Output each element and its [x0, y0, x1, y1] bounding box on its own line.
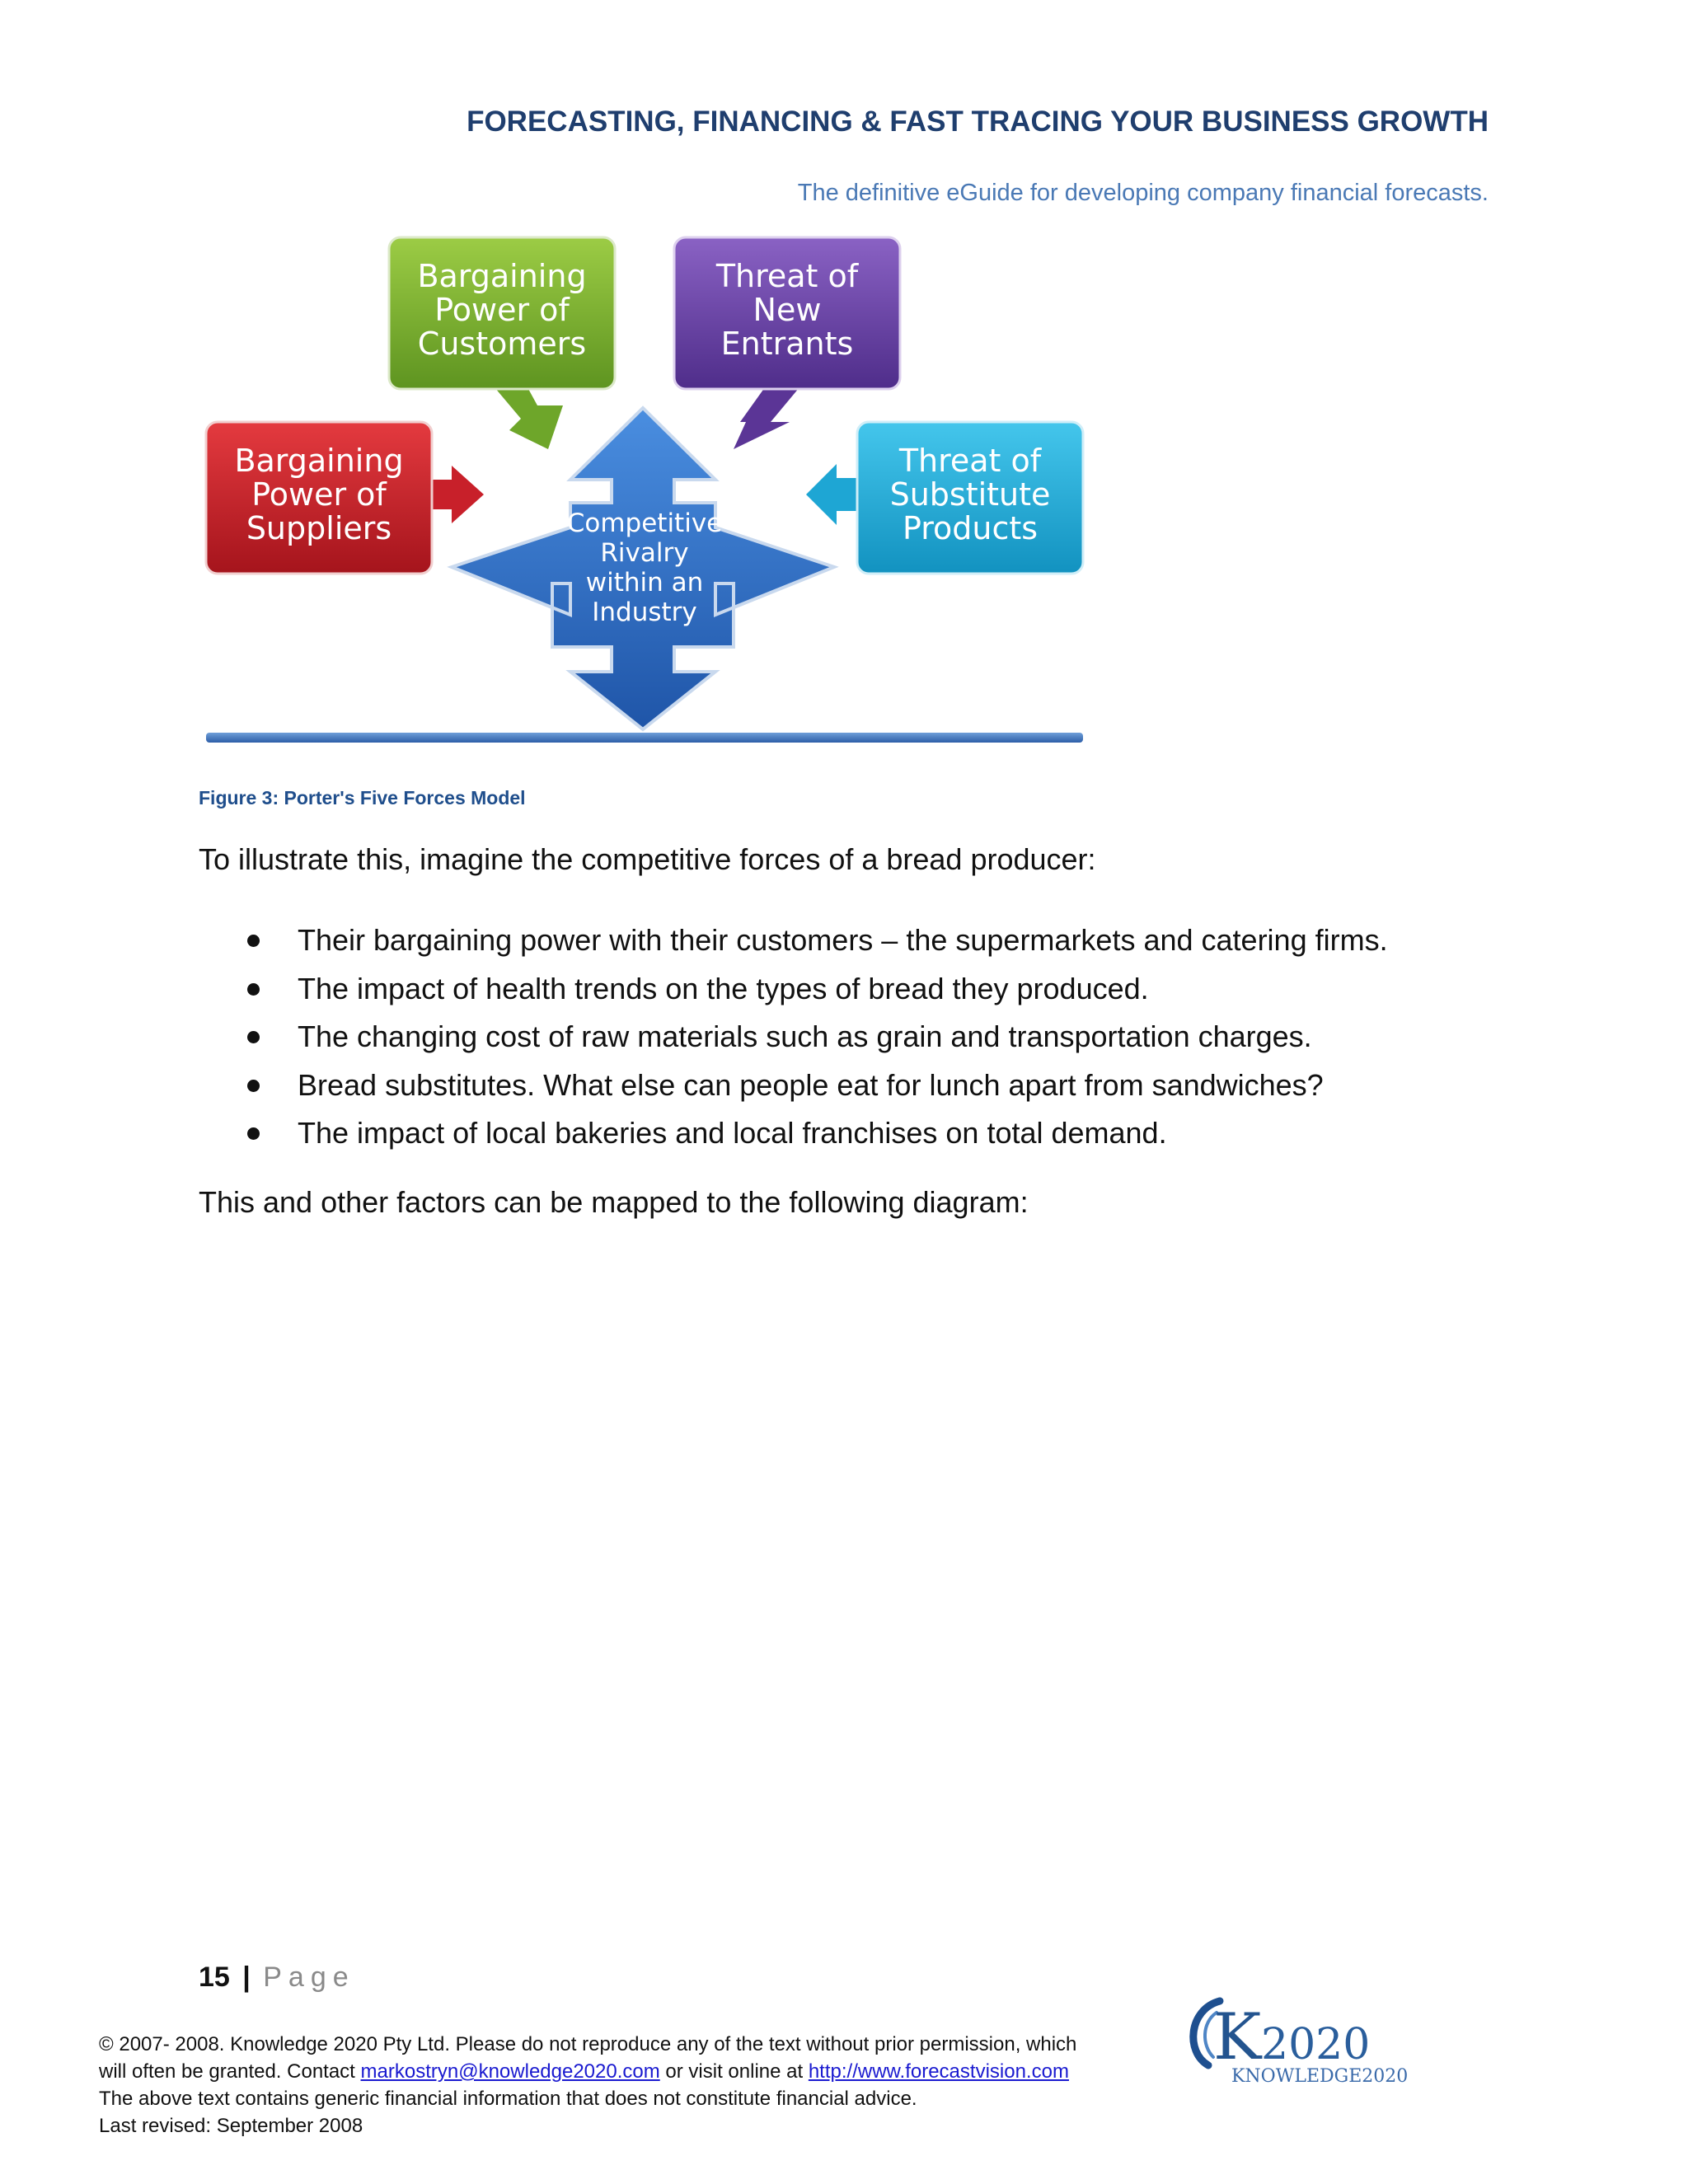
footer-contact-text: will often be granted. Contact [99, 2060, 361, 2083]
list-item [199, 916, 1388, 965]
list-item [199, 1062, 1388, 1110]
substitutes-label-1: Threat of [898, 443, 1042, 479]
bullet-icon [247, 1080, 260, 1092]
bullet-list [199, 916, 1388, 1158]
outro-paragraph: This and other factors can be mapped to the following diagram: [199, 1185, 1029, 1219]
rivalry-label-4: Industry [592, 598, 697, 627]
list-item-text: Their bargaining power with their customers – the supermarkets and catering firms. [298, 923, 1388, 957]
email-link[interactable]: markostryn@knowledge2020.com [360, 2060, 660, 2083]
entrants-arrow [734, 387, 799, 449]
page-number [199, 1961, 355, 1994]
suppliers-label-1: Bargaining [234, 443, 404, 479]
logo-name: KNOWLEDGE2020 [1231, 2066, 1409, 2087]
list-item [199, 965, 1388, 1014]
list-item-text: The impact of local bakeries and local franchises on total demand. [298, 1116, 1167, 1150]
rivalry-label-3: within an [585, 568, 704, 598]
list-item-text: Bread substitutes. What else can people eat for lunch apart from sandwiches? [298, 1067, 1324, 1102]
figure-caption: Figure 3: Porter's Five Forces Model [199, 787, 526, 808]
suppliers-arrow [430, 466, 484, 523]
copyright-footer [99, 2031, 1170, 2139]
substitutes-label-2: Substitute [889, 476, 1051, 513]
footer-line-3: The above text contains generic financial information that does not constitute financial advice. [99, 2088, 917, 2110]
logo-mark: K [1213, 2000, 1262, 2074]
page-number-separator: | [242, 1961, 251, 1993]
customers-label-1: Bargaining [417, 258, 587, 294]
suppliers-label-2: Power of [251, 476, 387, 513]
customers-label-2: Power of [434, 292, 570, 328]
entrants-label-3: Entrants [720, 326, 854, 362]
knowledge2020-logo [1180, 1994, 1428, 2093]
footer-visit-text: or visit online at [659, 2060, 809, 2083]
website-link[interactable]: http://www.forecastvision.com [808, 2060, 1069, 2083]
bullet-icon [247, 1127, 260, 1140]
customers-arrow [493, 387, 563, 449]
entrants-label-1: Threat of [715, 258, 859, 294]
document-title: FORECASTING, FINANCING & FAST TRACING YOUR BUSINESS GROWTH [467, 105, 1489, 138]
bullet-icon [247, 935, 260, 947]
list-item [199, 1109, 1388, 1158]
footer-line-2 [99, 2058, 1170, 2085]
list-item-text: The changing cost of raw materials such as grain and transportation charges. [298, 1019, 1312, 1053]
porters-five-forces-diagram [198, 231, 1088, 750]
list-item-text: The impact of health trends on the types of bread they produced. [298, 971, 1149, 1005]
footer-line-1: © 2007- 2008. Knowledge 2020 Pty Ltd. Please do not reproduce any of the text without prior permission, which [99, 2033, 1077, 2055]
footer-line-4: Last revised: September 2008 [99, 2115, 363, 2137]
page-number-word: Page [263, 1961, 355, 1993]
substitutes-label-3: Products [902, 510, 1039, 546]
bullet-icon [247, 1031, 260, 1043]
rivalry-label-2: Rivalry [600, 538, 689, 568]
substitutes-arrow [806, 464, 857, 525]
customers-label-3: Customers [417, 326, 587, 362]
entrants-label-2: New [753, 292, 822, 328]
bullet-icon [247, 983, 260, 996]
list-item [199, 1013, 1388, 1062]
logo-number: 2020 [1261, 2020, 1371, 2069]
diagram-base-bar [206, 733, 1083, 743]
suppliers-label-3: Suppliers [246, 510, 392, 546]
document-subtitle: The definitive eGuide for developing company financial forecasts. [797, 180, 1489, 206]
intro-paragraph: To illustrate this, imagine the competitive forces of a bread producer: [199, 842, 1096, 876]
page-number-value: 15 [199, 1961, 230, 1993]
rivalry-label-1: Competitive [566, 509, 723, 538]
